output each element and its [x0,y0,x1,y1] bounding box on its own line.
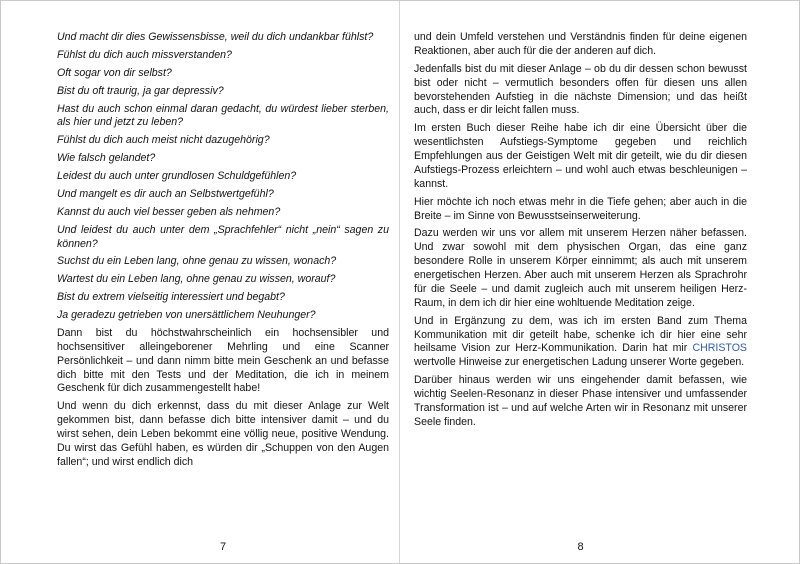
paragraph: Dann bist du höchstwahrscheinlich ein hochsensibler und hochsensitiver alleingeborener Mehrling und eine Scanner Persönlichkeit – und dann nimm bitte mein Geschenk an und befasse dich bitte mit den Tests und der Meditation, die ich in meinem Geschenk für dich zusammengestellt habe! [57,326,389,395]
page-number-right: 8 [577,541,584,553]
paragraph: Wartest du ein Leben lang, ohne genau zu wissen, worauf? [57,273,336,286]
page-number-left: 7 [219,541,227,553]
paragraph: Ja geradezu getrieben von unersättlichem Neuhunger? [57,309,316,321]
paragraph: Darüber hinaus werden wir uns eingehender damit befassen, wie wichtig Seelen-Resonanz in dieser Phase intensiver und umfassender Transformation ist – und auf welche Arten wir in Resonanz mit unserer Seele finden. [414,374,747,428]
christos-highlight: CHRISTOS [692,342,747,355]
paragraph: Im ersten Buch dieser Reihe habe ich dir eine Übersicht über die wesentlichsten Aufstiegs-Symptome gegeben und reichlich Empfehlungen aus der Geistigen Welt mit dir geteilt, wie du dir diesen Aufstiegs-Prozess erleichtern – und wohl auch etwas beschleunigen – kannst. [414,122,747,190]
paragraph: Suchst du ein Leben lang, ohne genau zu wissen, wonach? [57,255,337,268]
paragraph: Fühlst du dich auch meist nicht dazugehörig? [57,134,270,147]
page-right [400,1,799,563]
paragraph: Wie falsch gelandet? [57,152,156,165]
paragraph: Dazu werden wir uns vor allem mit unserem Herzen näher befassen. Und zwar sowohl mit dem physischen Organ, das eine ganz besondere Rolle in unserem Körper einnimmt; als auch mit unserem energetischen Herzen. Aber auch mit unserem Herzen als Sprachrohr für die Seele – und damit zugleich auch mit unserem heiligen Herz-Raum, in dem ich dir hier eine wohltuende Meditation zeige. [414,227,747,309]
page-left [1,1,400,563]
right-paragraphs-bottom [414,374,747,430]
paragraph: Und mangelt es dir auch an Selbstwertgefühl? [57,187,274,200]
christos-paragraph [414,315,747,371]
paragraph: Hier möchte ich noch etwas mehr in die Tiefe gehen; aber auch in die Breite – im Sinne von Bewusstseinserweiterung. [414,195,747,222]
paragraph: Leidest du auch unter grundlosen Schuldgefühlen? [57,170,297,182]
right-paragraphs-top [414,31,747,311]
paragraph: Und wenn du dich erkennst, dass du mit dieser Anlage zur Welt gekommen bist, dann befasse dich bitte intensiver damit – und du wirst sehen, dein Leben bekommt eine völlig neue, positive Wendung. Du wirst das Gefühl haben, es würden dir „Schuppen von den Augen fallen“; und wirst endlich dich [57,400,389,468]
paragraph: und dein Umfeld verstehen und Verständnis finden für deine eigenen Reaktionen, aber auch für die der anderen auf dich. [414,31,747,57]
question-list [57,31,389,323]
paragraph: Oft sogar von dir selbst? [57,66,172,79]
christos-paragraph-after: wertvolle Hinweise zur energetischen Ladung unserer Worte gegeben. [414,356,745,369]
paragraph: Hast du auch schon einmal daran gedacht, du würdest lieber sterben, als hier und jetzt zu leben? [57,102,389,129]
paragraph: Fühlst du dich auch missverstanden? [57,48,232,61]
paragraph: Jedenfalls bist du mit dieser Anlage – ob du dir dessen schon bewusst bist oder nicht – vermutlich besonders offen für diesen uns allen bevorstehenden Aufstieg in die nächste Dimension; und das heißt auch, dass er dir leicht fallen muss. [414,62,747,117]
christos-paragraph-before: Und in Ergänzung zu dem, was ich im ersten Band zum Thema Kommunikation mit dir geteilt habe, schenke ich dir hier eine sehr heilsame Vision zur Herz-Kommunikation. Darin hat mir [414,314,747,355]
paragraph: Und macht dir dies Gewissensbisse, weil du dich undankbar fühlst? [57,31,374,43]
paragraph: Bist du extrem vielseitig interessiert und begabt? [57,291,285,304]
paragraph: Kannst du auch viel besser geben als nehmen? [57,205,281,218]
paragraph: Bist du oft traurig, ja gar depressiv? [57,84,224,97]
left-paragraphs [57,327,389,470]
paragraph: Und leidest du auch unter dem „Sprachfehler“ nicht „nein“ sagen zu können? [57,223,389,250]
